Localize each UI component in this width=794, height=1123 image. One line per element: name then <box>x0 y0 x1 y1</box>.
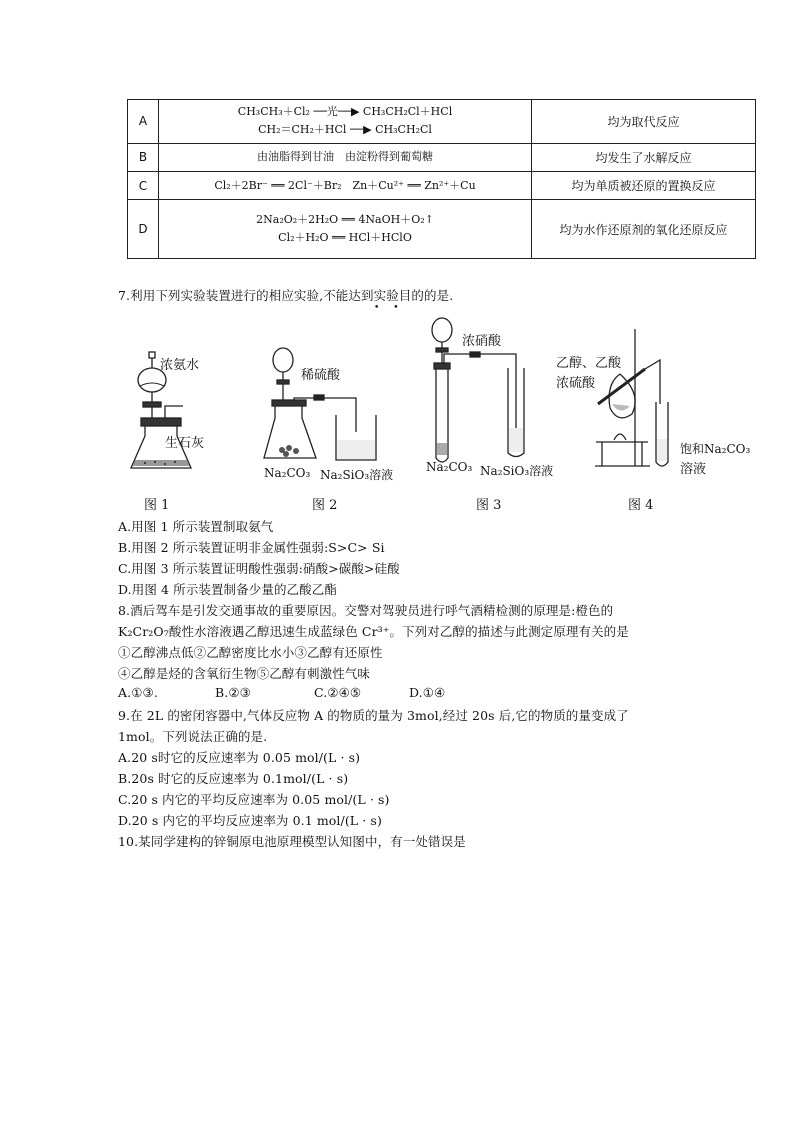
question-8-line: ①乙醇沸点低②乙醇密度比水小③乙醇有还原性 <box>118 645 383 660</box>
figure-label: 溶液 <box>680 462 707 477</box>
question-7-stem: 7.利用下列实验装置进行的相应实验,不能达到实验目的的是. <box>118 288 454 303</box>
row-equations <box>159 200 532 259</box>
table-row <box>128 143 756 171</box>
figure-caption: 图 3 <box>476 498 502 513</box>
equation: 2Na₂O₂＋2H₂O ══ 4NaOH＋O₂↑ <box>256 213 434 227</box>
row-label: A <box>128 100 159 144</box>
question-8-option-b: B.②③ <box>215 685 251 700</box>
reaction-table <box>127 99 756 259</box>
figure-label: 浓氨水 <box>160 358 200 373</box>
question-8-line: ④乙醇是烃的含氧衍生物⑤乙醇有刺激性气味 <box>118 666 371 681</box>
figure-label: 浓硫酸 <box>556 376 596 391</box>
question-9-option-b: B.20s 时它的反应速率为 0.1mol/(L · s) <box>118 771 349 786</box>
figure-label: Na₂SiO₃溶液 <box>320 468 394 482</box>
figure-label: 乙醇、乙酸 <box>556 356 622 371</box>
row-label: C <box>128 171 159 199</box>
row-conclusion: 均为单质被还原的置换反应 <box>532 171 756 199</box>
question-10-stem: 10.某同学建构的锌铜原电池原理模型认知图中，有一处错误是 <box>118 834 466 849</box>
row-equations <box>159 100 532 144</box>
figure-label: 稀硫酸 <box>301 368 341 383</box>
figure-caption: 图 4 <box>628 498 654 513</box>
row-equations: Cl₂＋2Br⁻ ══ 2Cl⁻＋Br₂ Zn＋Cu²⁺ ══ Zn²⁺＋Cu <box>159 171 532 199</box>
question-8-line: K₂Cr₂O₇酸性水溶液遇乙醇迅速生成蓝绿色 Cr³⁺。下列对乙醇的描述与此测定原理有关的是 <box>118 624 629 639</box>
equation: CH₃CH₃＋Cl₂ ──光──▶ CH₃CH₂Cl＋HCl <box>237 105 453 119</box>
table-row <box>128 100 756 144</box>
table-row <box>128 171 756 199</box>
figure-label: Na₂CO₃ <box>264 466 311 480</box>
question-8-option-a: A.①③. <box>118 685 158 700</box>
row-label: B <box>128 143 159 171</box>
figure-4-apparatus <box>590 324 690 474</box>
question-7-option-c: C.用图 3 所示装置证明酸性强弱:硝酸>碳酸>硅酸 <box>118 561 400 576</box>
figure-label: 饱和Na₂CO₃ <box>680 442 751 456</box>
figure-caption: 图 2 <box>312 498 338 513</box>
question-8-option-d: D.①④ <box>409 685 446 700</box>
emphasis-dots: •• <box>374 303 413 313</box>
equation: CH₂＝CH₂＋HCl ──▶ CH₃CH₂Cl <box>258 123 432 137</box>
question-7-option-a: A.用图 1 所示装置制取氨气 <box>118 519 274 534</box>
row-conclusion: 均为水作还原剂的氧化还原反应 <box>532 200 756 259</box>
row-equations: 由油脂得到甘油 由淀粉得到葡萄糖 <box>159 143 532 171</box>
figure-label: 生石灰 <box>165 436 205 451</box>
question-9-option-c: C.20 s 内它的平均反应速率为 0.05 mol/(L · s) <box>118 792 390 807</box>
question-7-option-d: D.用图 4 所示装置制备少量的乙酸乙酯 <box>118 582 337 597</box>
figure-caption: 图 1 <box>144 498 170 513</box>
row-label: D <box>128 200 159 259</box>
figure-label: 浓硝酸 <box>462 334 502 349</box>
question-9-line: 1mol。下列说法正确的是. <box>118 729 268 744</box>
row-conclusion: 均为取代反应 <box>532 100 756 144</box>
figure-2-apparatus <box>258 340 388 480</box>
question-9-option-a: A.20 s时它的反应速率为 0.05 mol/(L · s) <box>118 750 361 765</box>
figure-label: Na₂CO₃ <box>426 460 473 474</box>
figure-1-apparatus <box>125 318 235 488</box>
equation: Cl₂＋H₂O ══ HCl＋HClO <box>278 231 412 245</box>
row-conclusion: 均发生了水解反应 <box>532 143 756 171</box>
question-8-option-c: C.②④⑤ <box>314 685 362 700</box>
table-row <box>128 200 756 259</box>
question-7-option-b: B.用图 2 所示装置证明非金属性强弱:S>C> Si <box>118 540 385 555</box>
question-8-line: 8.酒后驾车是引发交通事故的重要原因。交警对驾驶员进行呼气酒精检测的原理是:橙色的 <box>118 603 614 618</box>
figure-label: Na₂SiO₃溶液 <box>480 464 554 478</box>
question-9-line: 9.在 2L 的密闭容器中,气体反应物 A 的物质的量为 3mol,经过 20s 后,它的物质的量变成了 <box>118 708 629 723</box>
question-9-option-d: D.20 s 内它的平均反应速率为 0.1 mol/(L · s) <box>118 813 382 828</box>
